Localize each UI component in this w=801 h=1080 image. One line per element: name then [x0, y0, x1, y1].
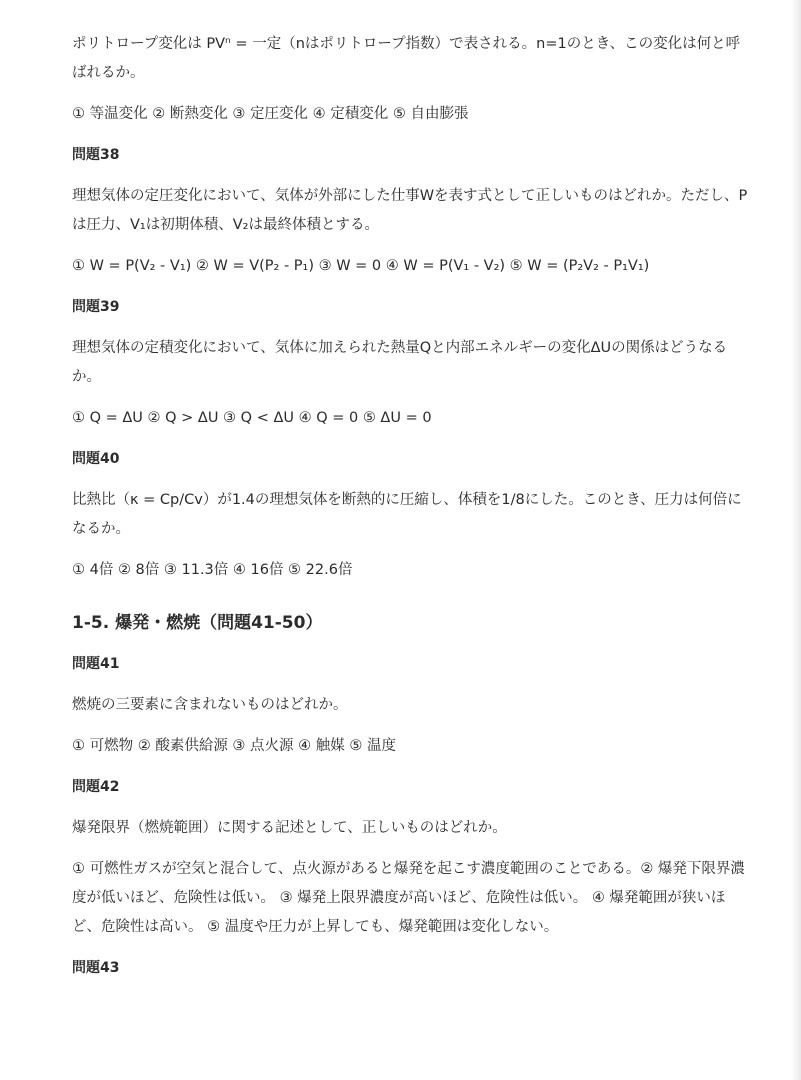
answer-options: ① Q = ΔU ② Q > ΔU ③ Q < ΔU ④ Q = 0 ⑤ ΔU = 0	[72, 410, 432, 426]
answer-options: ① 4倍 ② 8倍 ③ 11.3倍 ④ 16倍 ⑤ 22.6倍	[72, 562, 353, 578]
problem-heading: 問題43	[72, 960, 120, 976]
problem-42	[72, 773, 751, 942]
problem-heading: 問題41	[72, 656, 120, 672]
problem-heading: 問題39	[72, 299, 120, 315]
answer-options: ① 可燃物 ② 酸素供給源 ③ 点火源 ④ 触媒 ⑤ 温度	[72, 738, 396, 754]
question-text: ポリトロープ変化は PVⁿ = 一定（nはポリトロープ指数）で表される。n=1のとき、この変化は何と呼ばれるか。	[72, 36, 741, 81]
problem-heading: 問題40	[72, 451, 120, 467]
problem-heading: 問題38	[72, 147, 120, 163]
answer-options: ① W = P(V₂ - V₁) ② W = V(P₂ - P₁) ③ W = 0 ④ W = P(V₁ - V₂) ⑤ W = (P₂V₂ - P₁V₁)	[72, 258, 650, 274]
answer-options: ① 等温変化 ② 断熱変化 ③ 定圧変化 ④ 定積変化 ⑤ 自由膨張	[72, 106, 469, 122]
answer-options: ① 可燃性ガスが空気と混合して、点火源があると爆発を起こす濃度範囲のことである。② 爆発下限界濃度が低いほど、危険性は低い。 ③ 爆発上限界濃度が高いほど、危険性は低い。 ④ 爆発範囲が狭いほど、危険性は高い。 ⑤ 温度や圧力が上昇しても、爆発範囲は変化しない。	[72, 861, 745, 935]
question-text: 比熱比（κ = Cp/Cv）が1.4の理想気体を断熱的に圧縮し、体積を1/8にした。このとき、圧力は何倍になるか。	[72, 492, 742, 537]
question-text: 理想気体の定圧変化において、気体が外部にした仕事Wを表す式として正しいものはどれか。ただし、Pは圧力、V₁は初期体積、V₂は最終体積とする。	[72, 188, 748, 233]
section-title: 1-5. 爆発・燃焼（問題41-50）	[72, 613, 323, 633]
question-text: 燃焼の三要素に含まれないものはどれか。	[72, 697, 348, 713]
problem-39	[72, 293, 751, 433]
page-edge-shadow	[791, 0, 801, 1080]
problem-41	[72, 650, 751, 761]
question-text: 理想気体の定積変化において、気体に加えられた熱量Qと内部エネルギーの変化ΔUの関係はどうなるか。	[72, 340, 728, 385]
question-text: 爆発限界（燃焼範囲）に関する記述として、正しいものはどれか。	[72, 820, 507, 836]
problem-40	[72, 445, 751, 585]
problem-heading: 問題42	[72, 779, 120, 795]
problem-38	[72, 141, 751, 281]
